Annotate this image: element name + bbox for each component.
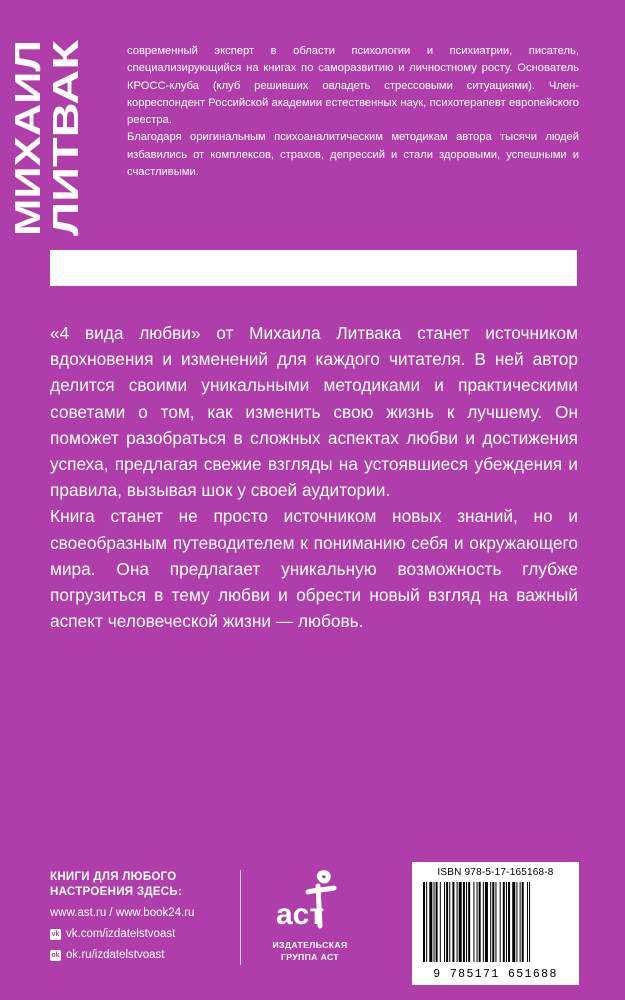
vk-icon: vk xyxy=(51,930,60,938)
bio-paragraph: современный эксперт в области психологии и психиатрии, писатель, специализирующийся на книгах по саморазвитию и личностному росту. Основатель КРОСС-клуба (клуб решивших овладеть стрессовыми ситуациями). Член-корреспондент Российской академии естественных наук, психотерапевт европейского реестра. xyxy=(127,45,579,127)
websites-text: www.ast.ru / www.book24.ru xyxy=(50,907,195,919)
ean-digits: 9 785171 651688 xyxy=(433,968,558,981)
book-description xyxy=(50,320,578,634)
ok-link[interactable] xyxy=(50,948,235,962)
vk-link[interactable] xyxy=(50,927,235,941)
isbn-text: ISBN 978-5-17-165168-8 xyxy=(437,867,554,878)
author-last-name: ЛИТВАК xyxy=(45,90,86,236)
ast-logo-icon xyxy=(270,870,350,930)
footer-heading-line: КНИГИ ДЛЯ ЛЮБОГО xyxy=(50,871,177,883)
publisher-block xyxy=(250,870,370,963)
bio-paragraph: Благодаря оригинальным психоаналитическим методикам автора тысячи людей избавились от комплексов, страхов, депрессий и стали здоровыми, успешными и счастливыми. xyxy=(127,131,579,179)
publisher-label xyxy=(250,939,370,963)
description-paragraph: «4 вида любви» от Михаила Литвака станет источником вдохновения и изменений для каждого читателя. В ней автор делится своими уникальными методиками и практическими советами о том, как изменить свою жизнь к лучшему. Он поможет разобраться в сложных аспектах любви и достижения успеха, предлагая свежие взгляды на устоявшиеся убеждения и правила, вызывая шок у своей аудитории. xyxy=(50,323,578,501)
footer-heading-line: НАСТРОЕНИЯ ЗДЕСЬ: xyxy=(50,886,183,898)
author-bio xyxy=(127,43,579,181)
ast-logo-text: аст xyxy=(276,898,325,931)
vk-text: vk.com/izdatelstvoast xyxy=(66,928,176,940)
ok-text: ok.ru/izdatelstvoast xyxy=(66,949,165,961)
author-first-name: МИХАИЛ xyxy=(7,78,48,236)
websites-link[interactable] xyxy=(50,906,235,920)
isbn-barcode xyxy=(412,862,579,985)
description-paragraph: Книга станет не просто источником новых знаний, но и своеобразным путеводителем к пониманию себя и окружающего мира. Она предлагает уникальную возможность глубже погрузиться в тему любви и обрести новый взгляд на важный аспект человеческой жизни — любовь. xyxy=(50,506,578,632)
white-band xyxy=(50,250,577,286)
barcode-bars xyxy=(421,882,571,962)
publisher-label-line: ГРУППА АСТ xyxy=(280,952,340,962)
footer-heading xyxy=(50,870,235,900)
footer-divider xyxy=(240,870,241,965)
ok-icon: ok xyxy=(51,951,60,959)
footer-links xyxy=(50,870,235,969)
author-name-vertical xyxy=(7,38,112,238)
publisher-label-line: ИЗДАТЕЛЬСКАЯ xyxy=(272,940,348,950)
